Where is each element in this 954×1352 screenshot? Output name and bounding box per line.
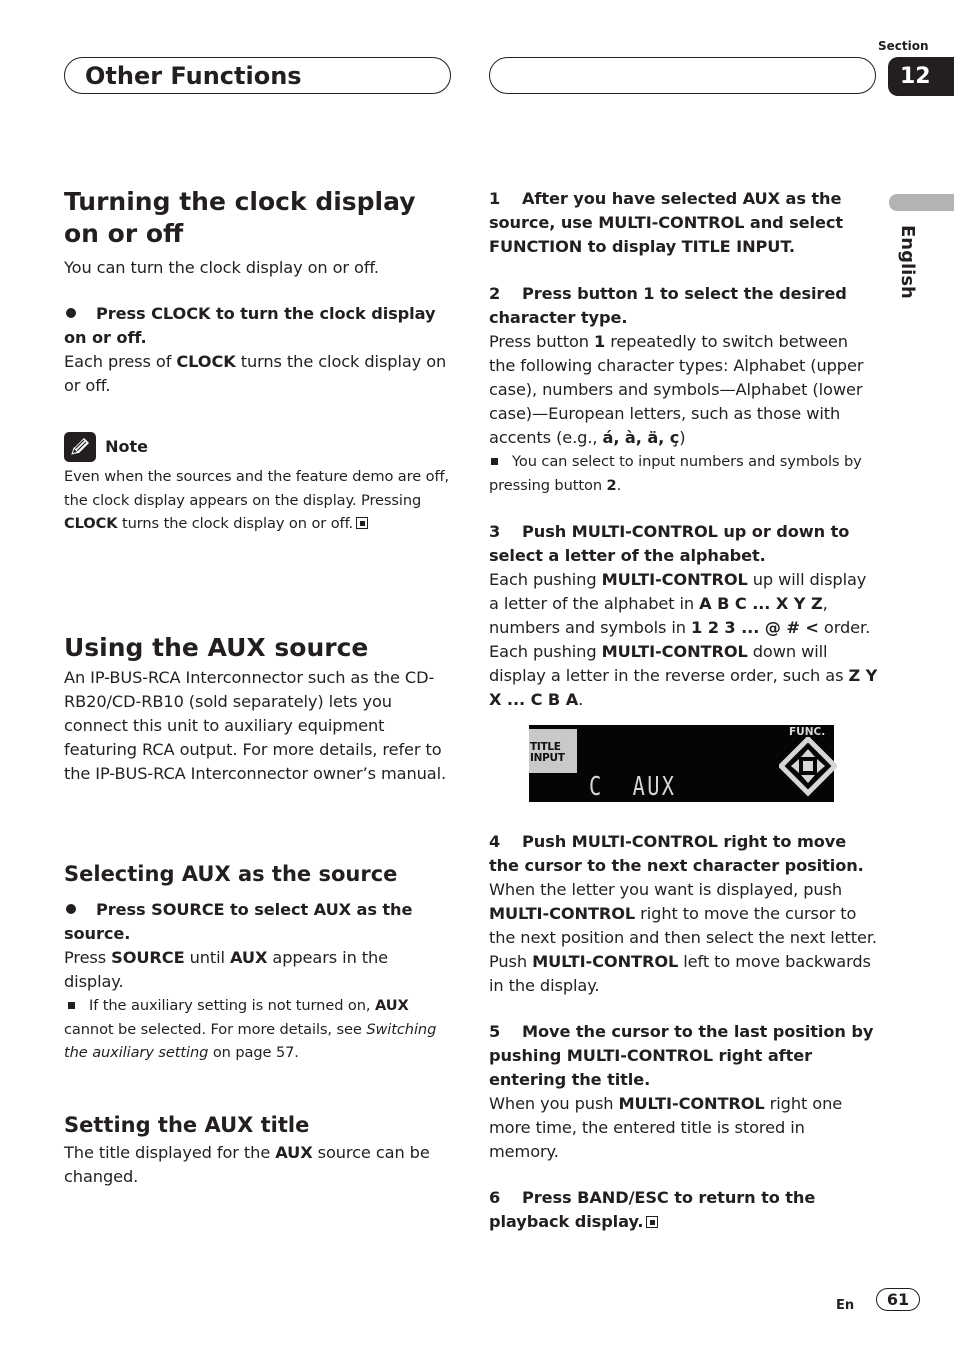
setting-aux-title-section — [64, 1111, 450, 1189]
note-text: Even when the sources and the feature demo are off, the clock display appears on the display. Pressing CLOCK turns the clock display on or off. — [64, 468, 450, 532]
clock-section — [64, 186, 450, 398]
multi-control-cross-icon — [779, 737, 837, 797]
step-6-text: 6 Press BAND/ESC to return to the playback display. — [489, 1188, 816, 1231]
setting-aux-title-heading: Setting the AUX title — [64, 1113, 310, 1137]
selecting-aux-description: Press SOURCE until AUX appears in the display. — [64, 948, 389, 991]
section-number-badge: 12 — [888, 57, 954, 96]
clock-heading: Turning the clock display on or off — [64, 187, 416, 248]
func-indicator: FUNC. — [789, 726, 826, 738]
step-2-description: Press button 1 repeatedly to switch between the following character types: Alphabet (upper case), numbers and symbols—Alphabet (lower case)—European letters, such as those with accents (e.g., á, à, ä, ç) — [489, 332, 864, 447]
section-label: Section — [878, 39, 929, 53]
step-4-text: 4 Push MULTI-CONTROL right to move the cursor to the next character position. — [489, 832, 864, 875]
step-1-text: 1 After you have selected AUX as the source, use MULTI-CONTROL and select FUNCTION to display TITLE INPUT. — [489, 189, 844, 256]
step-1 — [489, 187, 879, 259]
bullet-icon — [66, 308, 76, 318]
note-header — [64, 430, 450, 462]
step-2 — [489, 282, 879, 497]
chapter-title: Other Functions — [85, 62, 302, 90]
step-5 — [489, 1020, 879, 1164]
aux-intro: An IP-BUS-RCA Interconnector such as the CD-RB20/CD-RB10 (sold separately) lets you connect this unit to auxiliary equipment featuring RCA output. For more details, refer to the IP-BUS-RCA Interconnector owner’s manual. — [64, 668, 447, 783]
selecting-aux-heading: Selecting AUX as the source — [64, 862, 398, 886]
clock-description: Each press of CLOCK turns the clock display on or off. — [64, 352, 447, 395]
bullet-icon — [66, 904, 76, 914]
step-5-text: 5 Move the cursor to the last position by pushing MULTI-CONTROL right after entering the title. — [489, 1022, 874, 1089]
square-bullet-icon — [491, 458, 498, 465]
language-code: En — [836, 1298, 855, 1313]
step-3-text: 3 Push MULTI-CONTROL up or down to select a letter of the alphabet. — [489, 522, 850, 565]
step-5-description: When you push MULTI-CONTROL right one more time, the entered title is stored in memory. — [489, 1094, 843, 1161]
step-6 — [489, 1186, 879, 1234]
aux-section — [64, 632, 450, 786]
step-3-description: Each pushing MULTI-CONTROL up will display a letter of the alphabet in A B C ... X Y Z, numbers and symbols in 1 2 3 ... @ # < order. Each pushing MULTI-CONTROL down will display a letter in the reverse order, such as Z Y X ... C B A. — [489, 570, 878, 709]
title-input-indicator: TITLE INPUT — [529, 729, 577, 773]
step-2-tip: You can select to input numbers and symbols by pressing button 2. — [489, 453, 862, 494]
clock-intro: You can turn the clock display on or off. — [64, 258, 379, 277]
note-section — [64, 430, 450, 536]
setting-aux-title-description: The title displayed for the AUX source can be changed. — [64, 1143, 430, 1186]
title-input-display — [529, 725, 834, 802]
language-tab-label: English — [897, 225, 918, 299]
clock-step: Press CLOCK to turn the clock display on or off. — [64, 304, 436, 347]
selecting-aux-step: Press SOURCE to select AUX as the source. — [64, 900, 413, 943]
step-3 — [489, 520, 879, 712]
pencil-note-icon — [64, 432, 96, 462]
step-2-text: 2 Press button 1 to select the desired character type. — [489, 284, 847, 327]
step-4-description: When the letter you want is displayed, push MULTI-CONTROL right to move the cursor to the next position and then select the next letter. Push MULTI-CONTROL left to move backwards in the display. — [489, 880, 877, 995]
language-tab-bar — [889, 194, 954, 211]
square-bullet-icon — [68, 1002, 75, 1009]
selecting-aux-tip: If the auxiliary setting is not turned on, AUX cannot be selected. For more details, see Switching the auxiliary setting on page 57. — [64, 997, 437, 1061]
chapter-header — [64, 57, 451, 94]
display-title-text: C AUX — [589, 772, 677, 802]
header-blank-pill — [489, 57, 876, 94]
step-4 — [489, 830, 879, 998]
end-mark-icon — [356, 517, 368, 529]
aux-heading: Using the AUX source — [64, 633, 369, 662]
end-mark-icon — [646, 1216, 658, 1228]
note-label: Note — [105, 436, 148, 456]
selecting-aux-section — [64, 860, 450, 1065]
page-number: 61 — [876, 1288, 920, 1311]
